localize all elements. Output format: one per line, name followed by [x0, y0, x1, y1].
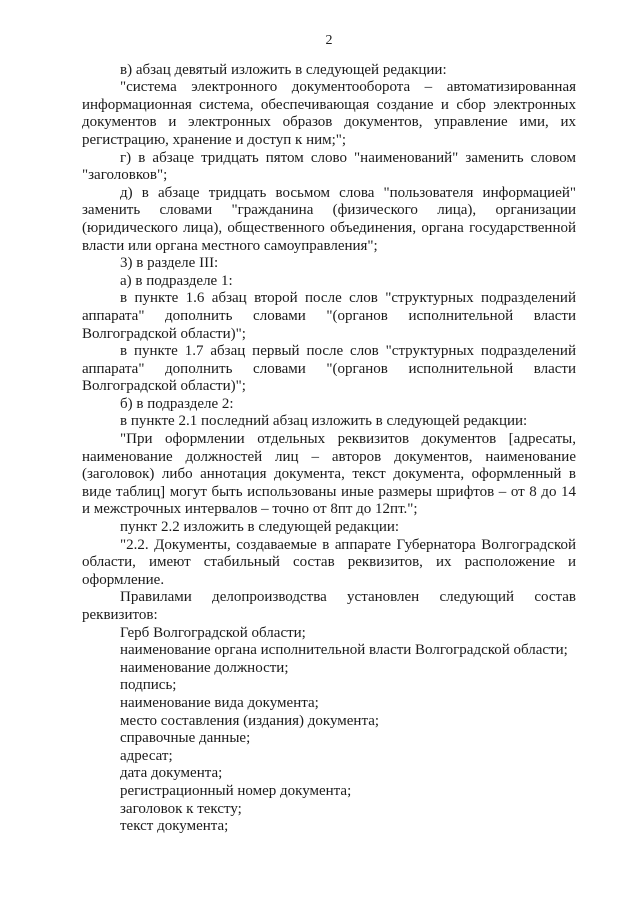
paragraph: наименование должности; [120, 659, 289, 676]
paragraph: "При оформлении отдельных реквизитов документов [адресаты, наименование должностей лиц – авторов документов, наименование (заголовок) либо аннотация документа, текст документа, оформленный в виде таблиц] могут быть использованы иные размеры шрифтов – от 8 до 14 и межстрочных интервалов – точно от 8пт до 12пт."; [82, 431, 576, 518]
paragraph: подпись; [120, 677, 177, 694]
paragraph: дата документа; [120, 765, 223, 782]
paragraph: место составления (издания) документа; [120, 712, 380, 729]
paragraph: справочные данные; [120, 730, 251, 747]
paragraph: "2.2. Документы, создаваемые в аппарате Губернатора Волгоградской области, имеют стабильный состав реквизитов, их расположение и оформление. [82, 536, 576, 588]
paragraph: 3) в разделе III: [120, 255, 219, 272]
page-number: 2 [325, 33, 333, 48]
paragraph: Герб Волгоградской области; [120, 624, 306, 641]
paragraph: "система электронного документооборота – автоматизированная информационная система, обеспечивающая создание и сбор электронных документов и электронных образов документов, управление ими, их регистрацию, хранение и доступ к ним;"; [82, 79, 576, 148]
document-page [82, 32, 576, 836]
paragraph: в) абзац девятый изложить в следующей редакции: [120, 61, 447, 78]
paragraph: г) в абзаце тридцать пятом слово "наименований" заменить словом "заголовков"; [82, 149, 576, 184]
document-body [82, 62, 576, 836]
paragraph: в пункте 1.6 абзац второй после слов "структурных подразделений аппарата" дополнить словами "(органов исполнительной власти Волгоградской области)"; [82, 290, 576, 342]
paragraph: текст документа; [120, 818, 229, 835]
paragraph: наименование вида документа; [120, 694, 319, 711]
paragraph: заголовок к тексту; [120, 800, 242, 817]
paragraph: наименование органа исполнительной власти Волгоградской области; [120, 642, 568, 659]
paragraph: регистрационный номер документа; [120, 782, 352, 799]
paragraph: д) в абзаце тридцать восьмом слова "пользователя информацией" заменить словами "гражданина (физического лица), организации (юридического лица), общественного объединения, органа государственной власти или органа местного самоуправления"; [82, 184, 576, 254]
paragraph: адресат; [120, 747, 173, 764]
paragraph: в пункте 1.7 абзац первый после слов "структурных подразделений аппарата" дополнить словами "(органов исполнительной власти Волгоградской области)"; [82, 343, 576, 395]
paragraph: б) в подразделе 2: [120, 395, 234, 412]
paragraph: а) в подразделе 1: [120, 272, 233, 289]
paragraph: в пункте 2.1 последний абзац изложить в следующей редакции: [120, 413, 528, 430]
paragraph: Правилами делопроизводства установлен следующий состав реквизитов: [82, 589, 576, 623]
paragraph: пункт 2.2 изложить в следующей редакции: [120, 519, 400, 536]
